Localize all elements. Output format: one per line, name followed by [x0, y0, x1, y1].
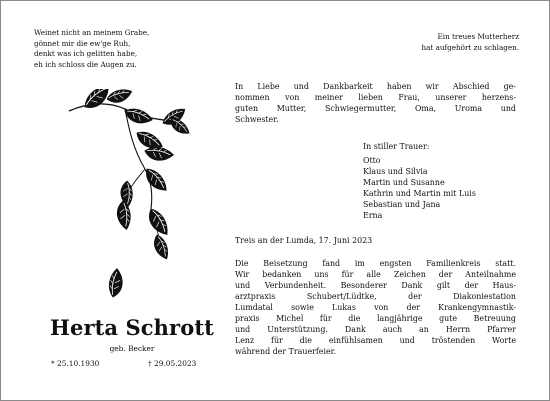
- birch-branch-illustration: [67, 89, 197, 319]
- poem-right-line: hat aufgehört zu schlagen.: [421, 42, 519, 52]
- closing-line: während der Trauerfeier.: [235, 347, 337, 356]
- closing-line: und Unterstützung. Dank auch an Herrn Pfarrer: [235, 325, 516, 334]
- intro-paragraph: [235, 81, 516, 125]
- mourners-label: In stiller Trauer:: [363, 142, 430, 151]
- poem-left-line: denkt was ich gelitten habe,: [34, 49, 138, 59]
- closing-line: praxis Michel für die langjährige gute Betreuung: [235, 314, 516, 323]
- deceased-name: Herta Schrott: [50, 315, 214, 340]
- intro-line: guten Mutter, Schwiegermutter, Oma, Uroma und: [235, 104, 516, 113]
- poem-left-line: gönnet mir die ew'ge Ruh,: [34, 38, 131, 48]
- closing-line: Wir bedanken uns für alle Zeichen der Anteilnahme: [235, 270, 516, 279]
- death-date: † 29.05.2023: [148, 359, 197, 368]
- poem-left-line: eh ich schloss die Augen zu.: [34, 59, 137, 69]
- mourner-name: Kathrin und Martin mit Luis: [363, 188, 476, 198]
- mourner-name: Martin und Susanne: [363, 177, 445, 187]
- place-date: Treis an der Lumda, 17. Juni 2023: [235, 236, 373, 245]
- poem-left: [34, 28, 214, 70]
- birth-date: * 25.10.1930: [51, 359, 100, 368]
- maiden-name: geb. Becker: [109, 344, 155, 353]
- closing-line: und Verbundenheit. Besonderer Dank gilt der Haus-: [235, 281, 516, 290]
- closing-line: Die Beisetzung fand im engsten Familienkreis statt.: [235, 259, 516, 268]
- closing-line: Lenz für die einfühlsamen und tröstenden Worte: [235, 336, 516, 345]
- mourner-name: Sebastian und Jana: [363, 199, 441, 209]
- mourner-name: Erna: [363, 210, 383, 220]
- intro-line: Schwester.: [235, 115, 279, 124]
- poem-left-line: Weinet nicht an meinem Grabe,: [34, 28, 150, 37]
- intro-line: In Liebe und Dankbarkeit haben wir Abschied ge-: [235, 82, 516, 91]
- mourner-name: Klaus und Silvia: [363, 166, 428, 176]
- closing-line: arztpraxis Schubert/Lüdtke, der Diakoniestation: [235, 292, 516, 301]
- mourner-name: Otto: [363, 156, 381, 165]
- closing-line: Lumdatal sowie Lukas von der Krankengymnastik-: [235, 303, 516, 312]
- poem-right: [351, 32, 519, 53]
- intro-line: nommen von meiner lieben Frau, unserer herzens-: [235, 93, 516, 102]
- poem-right-line: Ein treues Mutterherz: [437, 32, 519, 41]
- mourners-list: [363, 156, 476, 221]
- closing-paragraph: [235, 258, 516, 357]
